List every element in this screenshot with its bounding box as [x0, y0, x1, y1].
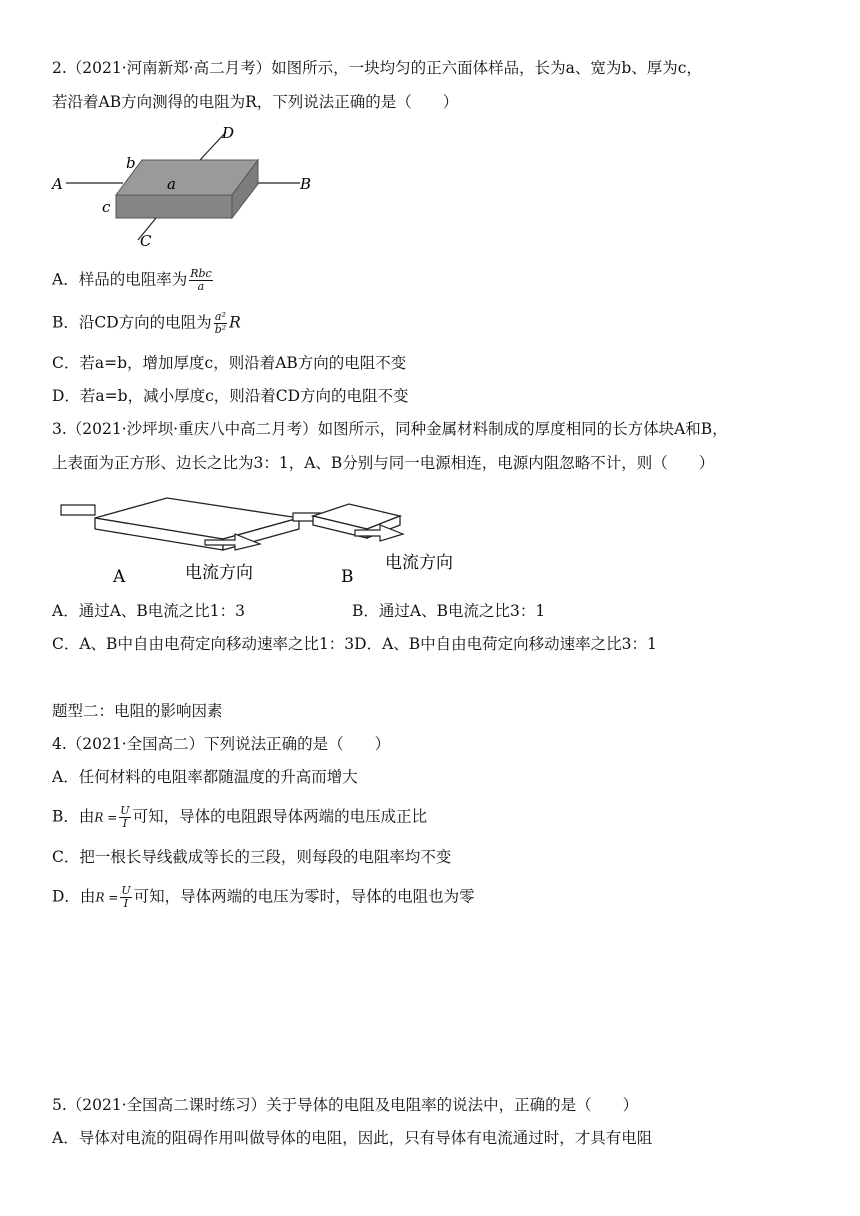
q2-fig-label-B: B	[300, 175, 312, 193]
q2-option-a: A．样品的电阻率为 $\frac{\text{Rbc}}{a}$	[52, 267, 212, 293]
q2-option-b: B．沿CD方向的电阻为 $\frac{\text{a²}}{\text{b²}}$ R	[52, 310, 241, 336]
q2-optB-R: R	[229, 313, 241, 332]
q2-stem-line1: 2.（2021·河南新郑·高二月考）如图所示，一块均匀的正六面体样品，长为a、宽为b、厚为c，	[52, 59, 702, 77]
q3-figure	[55, 488, 485, 588]
q3-option-a: A．通过A、B电流之比1：3	[52, 602, 246, 620]
q3-stem-line2: 上表面为正方形、边长之比为3：1，A、B分别与同一电源相连，电源内阻忽略不计，则（ ）	[52, 454, 715, 472]
q4-option-c: C．把一根长导线截成等长的三段，则每段的电阻率均不变	[52, 848, 452, 866]
q3-stem-line1: 3.（2021·沙坪坝·重庆八中高二月考）如图所示，同种金属材料制成的厚度相同的长方体块A和B，	[52, 420, 728, 438]
q3-option-b: B．通过A、B电流之比3：1	[352, 602, 546, 620]
q2-fig-label-a: a	[167, 175, 176, 193]
q2-optA-numerator: Rbc	[190, 267, 212, 280]
q2-option-d: D．若a=b，减小厚度c，则沿着CD方向的电阻不变	[52, 387, 409, 405]
q2-fig-label-C: C	[140, 232, 152, 250]
q2-optB-denominator: b²	[214, 323, 227, 336]
q4-stem: 4.（2021·全国高二）下列说法正确的是（ ）	[52, 735, 391, 753]
section-heading: 题型二：电阻的影响因素	[52, 702, 223, 720]
q4-optD-formula-lhs: R =	[95, 890, 119, 905]
q5-stem: 5.（2021·全国高二课时练习）关于导体的电阻及电阻率的说法中，正确的是（ ）	[52, 1096, 639, 1114]
q2-stem-line2: 若沿着AB方向测得的电阻为R，下列说法正确的是（ ）	[52, 93, 459, 111]
q4-option-d: D．由R = $\frac{U}{I}$ 可知，导体两端的电压为零时，导体的电阻也为零	[52, 884, 475, 910]
q3-fig-label-B: B	[341, 567, 354, 587]
q4-option-a: A．任何材料的电阻率都随温度的升高而增大	[52, 768, 358, 786]
q2-fig-label-c: c	[102, 198, 111, 216]
q2-option-c: C．若a=b，增加厚度c，则沿着AB方向的电阻不变	[52, 354, 407, 372]
q4-optB-formula-lhs: R =	[94, 810, 118, 825]
q2-optB-numerator: a²	[214, 310, 226, 323]
q2-optA-denominator: a	[197, 280, 205, 293]
q4-optD-formula-den: I	[123, 897, 129, 910]
q2-fig-label-A: A	[52, 175, 63, 193]
q2-figure	[48, 122, 338, 250]
q2-fig-label-D: D	[222, 124, 235, 142]
q4-option-b: B．由R = $\frac{U}{I}$ 可知，导体的电阻跟导体两端的电压成正比	[52, 804, 428, 830]
q3-option-cd: C．A、B中自由电荷定向移动速率之比1：3D．A、B中自由电荷定向移动速率之比3：1	[52, 635, 657, 653]
q5-option-a: A．导体对电流的阻碍作用叫做导体的电阻，因此，只有导体有电流通过时，才具有电阻	[52, 1129, 653, 1147]
q4-optD-formula-num: U	[121, 884, 131, 897]
q4-optB-formula-num: U	[120, 804, 130, 817]
q3-fig-current-direction-A: 电流方向	[185, 563, 253, 583]
q3-fig-label-A: A	[113, 567, 126, 587]
q3-fig-current-direction-B: 电流方向	[385, 553, 453, 573]
q2-fig-label-b: b	[126, 154, 136, 172]
q4-optB-formula-den: I	[122, 817, 128, 830]
